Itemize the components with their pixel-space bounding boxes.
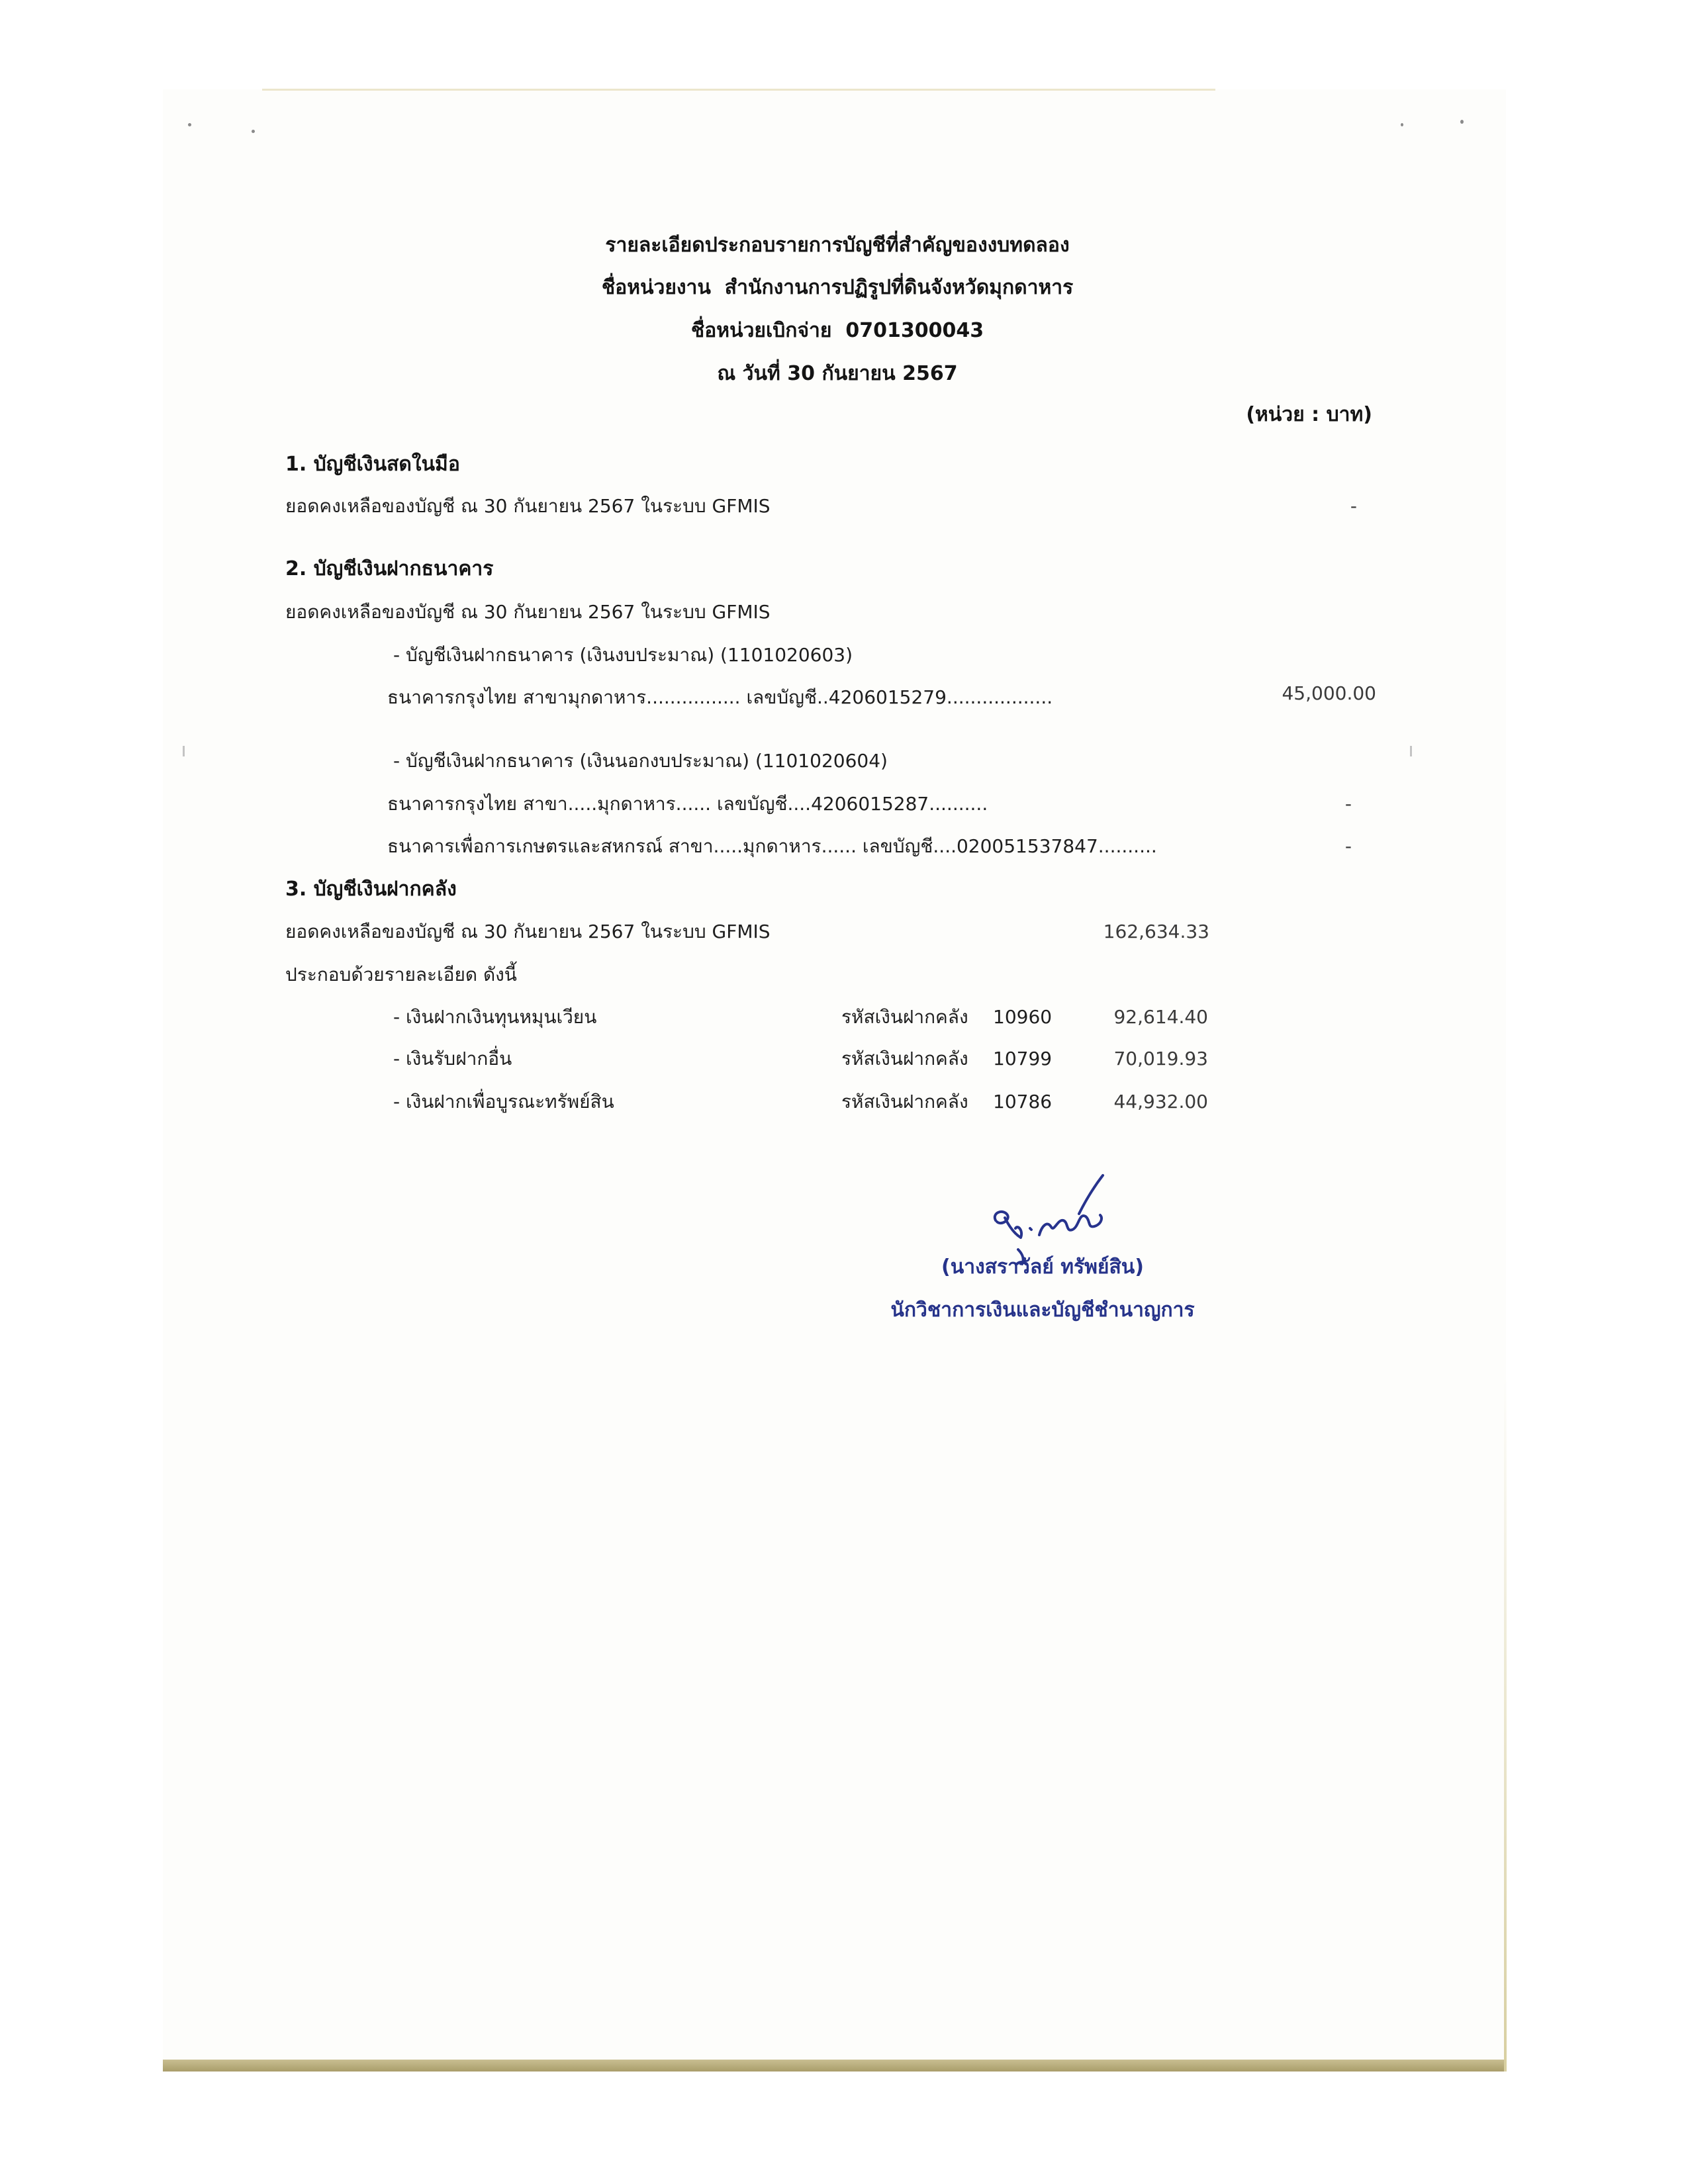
- treasury-item-name: - เงินฝากเพื่อบูรณะทรัพย์สิน: [393, 1091, 614, 1113]
- scan-speck: [188, 123, 191, 126]
- treasury-item-name: - เงินฝากเงินทุนหมุนเวียน: [393, 1006, 597, 1028]
- treasury-item-amount: 92,614.40: [1113, 1006, 1208, 1028]
- bank-account-amount: -: [1344, 793, 1352, 815]
- treasury-item-code: 10960: [993, 1006, 1053, 1028]
- section-bank-heading: 2. บัญชีเงินฝากธนาคาร: [285, 557, 494, 580]
- bank-account-line: ธนาคารเพื่อการเกษตรและสหกรณ์ สาขา.....มุกดาหาร...... เลขบัญชี....020051537847..........: [387, 835, 1157, 857]
- section-treasury-heading: 3. บัญชีเงินฝากคลัง: [285, 878, 457, 901]
- section-cash-heading: 1. บัญชีเงินสดในมือ: [285, 453, 460, 476]
- treasury-item-code-label: รหัสเงินฝากคลัง: [841, 1048, 968, 1069]
- scan-speck: [1401, 123, 1403, 126]
- disbursing-unit: ชื่อหน่วยเบิกจ่าย 0701300043: [690, 319, 984, 342]
- treasury-item-name: - เงินรับฝากอื่น: [393, 1048, 512, 1069]
- treasury-item-code: 10799: [993, 1048, 1053, 1069]
- paper-bottom-edge: [163, 2060, 1506, 2071]
- bank-nonbudget-account-label: - บัญชีเงินฝากธนาคาร (เงินนอกงบประมาณ) (1101020604): [393, 750, 888, 772]
- treasury-detail-label: ประกอบด้วยรายละเอียด ดังนี้: [285, 964, 517, 985]
- paper-top-edge: [262, 89, 1215, 91]
- bank-budget-account-label: - บัญชีเงินฝากธนาคาร (เงินงบประมาณ) (1101020603): [393, 644, 853, 666]
- cash-balance-value: -: [1350, 495, 1357, 517]
- treasury-item-amount: 70,019.93: [1113, 1048, 1208, 1069]
- treasury-balance-label: ยอดคงเหลือของบัญชี ณ 30 กันยายน 2567 ในระบบ GFMIS: [285, 921, 771, 942]
- treasury-item-code-label: รหัสเงินฝากคลัง: [841, 1006, 968, 1028]
- unit-label: (หน่วย : บาท): [1246, 403, 1372, 426]
- document-title: รายละเอียดประกอบรายการบัญชีที่สำคัญของงบทดลอง: [605, 234, 1070, 257]
- cash-balance-label: ยอดคงเหลือของบัญชี ณ 30 กันยายน 2567 ในระบบ GFMIS: [285, 495, 771, 517]
- bank-account-amount: 45,000.00: [1282, 682, 1376, 704]
- signatory-name: (นางสราวัลย์ ทรัพย์สิน): [941, 1255, 1144, 1279]
- treasury-item-code: 10786: [993, 1091, 1053, 1113]
- bank-account-line: ธนาคารกรุงไทย สาขามุกดาหาร................ เลขบัญชี..4206015279..................: [387, 686, 1053, 708]
- paper-right-edge: [1504, 1377, 1507, 2071]
- treasury-item-code-label: รหัสเงินฝากคลัง: [841, 1091, 968, 1113]
- bank-account-line: ธนาคารกรุงไทย สาขา.....มุกดาหาร...... เลขบัญชี....4206015287..........: [387, 793, 988, 815]
- bank-account-amount: -: [1344, 835, 1352, 857]
- scan-mark: [1410, 746, 1412, 756]
- treasury-balance-value: 162,634.33: [1103, 921, 1209, 942]
- treasury-item-amount: 44,932.00: [1113, 1091, 1208, 1113]
- scan-speck: [252, 130, 255, 133]
- scan-speck: [1460, 120, 1464, 124]
- bank-balance-label: ยอดคงเหลือของบัญชี ณ 30 กันยายน 2567 ในระบบ GFMIS: [285, 601, 771, 623]
- scan-mark: [183, 746, 185, 756]
- signatory-position: นักวิชาการเงินและบัญชีชำนาญการ: [890, 1298, 1195, 1322]
- agency-name: ชื่อหน่วยงาน สำนักงานการปฏิรูปที่ดินจังหวัดมุกดาหาร: [601, 276, 1074, 299]
- as-of-date: ณ วันที่ 30 กันยายน 2567: [717, 362, 958, 385]
